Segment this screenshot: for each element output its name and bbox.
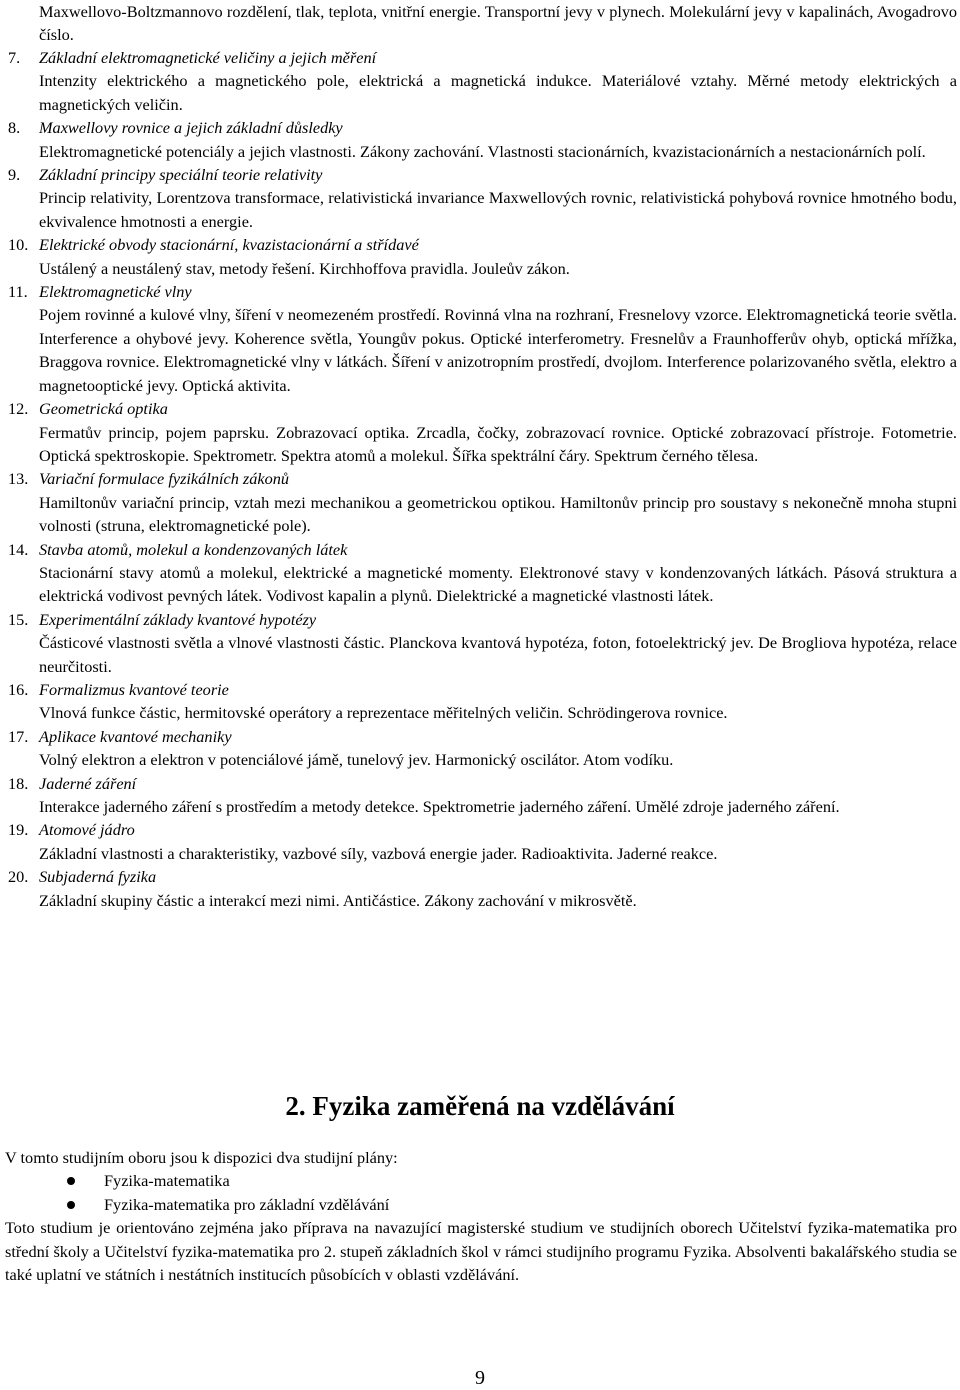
topic-body	[39, 467, 957, 537]
topic-title: Základní principy speciální teorie relativity	[39, 165, 323, 185]
topic-item	[0, 865, 960, 912]
topic-item	[0, 725, 960, 772]
topic-title: Elektromagnetické vlny	[39, 282, 192, 302]
topic-item	[0, 46, 960, 116]
topic-description: Elektromagnetické potenciály a jejich vlastnosti. Zákony zachování. Vlastnosti stacionárních, kvazistacionárních a nestacionárních polí.	[39, 141, 926, 161]
topic-number: 16.	[8, 679, 29, 699]
section-body	[5, 1146, 957, 1286]
topic-description: Základní skupiny částic a interakcí mezi nimi. Antičástice. Zákony zachování v mikrosvětě.	[39, 890, 637, 910]
topic-number: 8.	[8, 118, 21, 138]
topic-title: Elektrické obvody stacionární, kvazistacionární a střídavé	[39, 235, 419, 255]
study-plan-label: Fyzika-matematika	[104, 1171, 230, 1191]
topic-number: 19.	[8, 820, 29, 840]
topic-number: 15.	[8, 609, 29, 629]
topic-number: 17.	[8, 726, 29, 746]
topic-description: Pojem rovinné a kulové vlny, šíření v neomezeném prostředí. Rovinná vlna na rozhraní, Fresnelovy vzorce. Elektromagnetická teorie světla. Interference a ohybové jevy. Koherence světla, Youngův pokus. Optické interferometry. Fresnelův a Fraunhofferův ohyb, optická mřížka, Braggova rovnice. Elektromagnetické vlny v látkách. Šíření v anizotropním prostředí, dvojlom. Interference polarizovaného světla, elektro a magnetooptické jevy. Optická aktivita.	[39, 305, 957, 395]
topic-number: 18.	[8, 773, 29, 793]
topic-title: Aplikace kvantové mechaniky	[39, 726, 232, 746]
topic-description: Fermatův princip, pojem paprsku. Zobrazovací optika. Zrcadla, čočky, zobrazovací rovnice. Optické zobrazovací přístroje. Fotometrie. Optická spektroskopie. Spektrometr. Spektra atomů a molekul. Šířka spektrální čáry. Spektrum černého tělesa.	[39, 422, 957, 465]
topic-body	[39, 163, 957, 233]
topic-title: Formalizmus kvantové teorie	[39, 679, 229, 699]
topic-item	[0, 116, 960, 163]
bullet-icon	[67, 1201, 75, 1209]
topic-title: Maxwellovy rovnice a jejich základní důsledky	[39, 118, 343, 138]
topic-number: 11.	[8, 282, 28, 302]
topic-description: Volný elektron a elektron v potenciálové jámě, tunelový jev. Harmonický oscilátor. Atom vodíku.	[39, 750, 674, 770]
continuation-block	[39, 0, 957, 47]
continuation-text: Maxwellovo-Boltzmannovo rozdělení, tlak, teplota, vnitřní energie. Transportní jevy v plynech. Molekulární jevy v kapalinách, Avogadrovo číslo.	[39, 2, 957, 45]
page-number: 9	[475, 1367, 485, 1389]
topic-body	[39, 725, 957, 772]
topic-item	[0, 467, 960, 537]
topic-title: Atomové jádro	[39, 820, 135, 840]
bullet-icon	[67, 1177, 75, 1185]
topic-number: 10.	[8, 235, 29, 255]
section-paragraph: Toto studium je orientováno zejména jako příprava na navazující magisterské studium ve studijních oborech Učitelství fyzika-matematika pro střední školy a Učitelství fyzika-matematika pro 2. stupeň základních škol v rámci studijního programu Fyzika. Absolventi bakalářského studia se také uplatní ve státních i nestátních institucích působících v oblasti vzdělávání.	[5, 1218, 957, 1285]
topic-body	[39, 233, 957, 280]
topic-body	[39, 818, 957, 865]
topic-number: 20.	[8, 867, 29, 887]
topic-title: Subjaderná fyzika	[39, 867, 157, 887]
topic-description: Vlnová funkce částic, hermitovské operátory a reprezentace měřitelných veličin. Schrödingerova rovnice.	[39, 703, 728, 723]
topic-description: Hamiltonův variační princip, vztah mezi mechanikou a geometrickou optikou. Hamiltonův princip pro soustavy s nekonečně mnoha stupni volnosti (struna, elektromagnetické pole).	[39, 492, 957, 536]
topic-item	[0, 397, 960, 467]
topic-body	[39, 865, 957, 912]
topic-item	[0, 280, 960, 397]
topic-body	[39, 116, 957, 163]
topic-description: Interakce jaderného záření s prostředím a metody detekce. Spektrometrie jaderného záření. Umělé zdroje jaderného záření.	[39, 797, 840, 816]
topic-title: Stavba atomů, molekul a kondenzovaných látek	[39, 539, 348, 559]
topic-number: 14.	[8, 539, 29, 559]
section-intro: V tomto studijním oboru jsou k dispozici dva studijní plány:	[5, 1148, 398, 1167]
topic-description: Ustálený a neustálený stav, metody řešení. Kirchhoffova pravidla. Jouleův zákon.	[39, 258, 570, 278]
topic-title: Jaderné záření	[39, 773, 137, 793]
topic-body	[39, 678, 957, 725]
topic-item	[0, 608, 960, 678]
topic-item	[0, 772, 960, 819]
topic-description: Princip relativity, Lorentzova transformace, relativistická invariance Maxwellových rovnic, relativistická pohybová rovnice hmotného bodu, ekvivalence hmotnosti a energie.	[39, 188, 957, 231]
topic-list	[0, 46, 960, 912]
topic-item	[0, 538, 960, 608]
topic-item	[0, 163, 960, 233]
topic-item	[0, 233, 960, 280]
topic-body	[39, 46, 957, 116]
topic-body	[39, 397, 957, 467]
list-item	[5, 1169, 957, 1192]
topic-description: Základní vlastnosti a charakteristiky, vazbové síly, vazbová energie jader. Radioaktivita. Jaderné reakce.	[39, 843, 718, 863]
study-plan-list	[5, 1169, 957, 1216]
topic-title: Variační formulace fyzikálních zákonů	[39, 469, 290, 489]
topic-number: 9.	[8, 165, 21, 185]
topic-item	[0, 818, 960, 865]
topic-item	[0, 678, 960, 725]
topic-description: Částicové vlastnosti světla a vlnové vlastnosti částic. Planckova kvantová hypotéza, foton, fotoelektrický jev. De Brogliova hypotéza, relace neurčitosti.	[39, 633, 957, 676]
topic-title: Geometrická optika	[39, 399, 168, 419]
topic-body	[39, 280, 957, 397]
section-heading: 2. Fyzika zaměřená na vzdělávání	[285, 1091, 675, 1121]
topic-description: Stacionární stavy atomů a molekul, elektrické a magnetické momenty. Elektronové stavy v kondenzovaných látkách. Pásová struktura a elektrická vodivost pevných látek. Vodivost kapalin a plynů. Dielektrické a magnetické vlastnosti látek.	[39, 562, 957, 606]
topic-number: 7.	[8, 48, 21, 67]
topic-body	[39, 538, 957, 608]
topic-body	[39, 608, 957, 678]
topic-title: Základní elektromagnetické veličiny a jejich měření	[39, 48, 377, 67]
topic-title: Experimentální základy kvantové hypotézy	[39, 609, 317, 629]
topic-number: 12.	[8, 399, 29, 419]
list-item	[5, 1193, 957, 1216]
study-plan-label: Fyzika-matematika pro základní vzdělávání	[104, 1194, 390, 1214]
topic-body	[39, 772, 957, 819]
topic-number: 13.	[8, 469, 29, 489]
topic-description: Intenzity elektrického a magnetického pole, elektrická a magnetická indukce. Materiálové vztahy. Měrné metody elektrických a magnetických veličin.	[39, 71, 957, 114]
